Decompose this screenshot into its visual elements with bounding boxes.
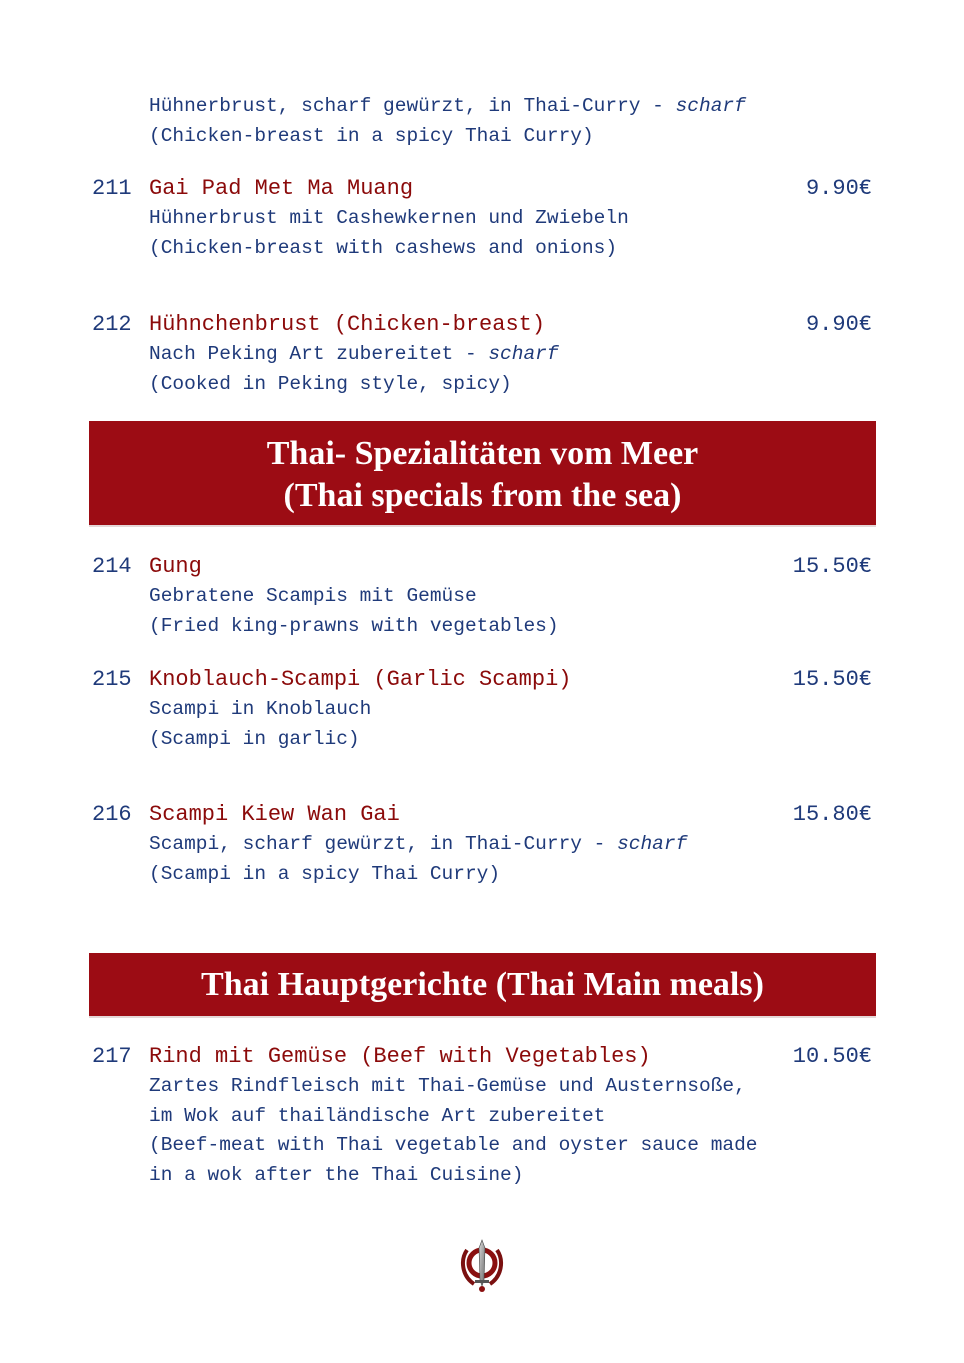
item-name: Hühnchenbrust (Chicken-breast) <box>149 312 546 337</box>
item-number: 214 <box>92 554 132 579</box>
item-name: Knoblauch-Scampi (Garlic Scampi) <box>149 667 572 692</box>
item-price: 15.80€ <box>792 802 872 827</box>
item-name: Gung <box>149 554 202 579</box>
item-name: Scampi Kiew Wan Gai <box>149 802 400 827</box>
item-description-de: Scampi in Knoblauch <box>149 698 372 720</box>
intro-description <box>0 92 964 151</box>
spicy-label: scharf <box>617 833 688 855</box>
item-description-en: (Fried king-prawns with vegetables) <box>149 614 559 637</box>
item-price: 10.50€ <box>792 1044 872 1069</box>
spicy-label: scharf <box>675 95 746 117</box>
item-name: Rind mit Gemüse (Beef with Vegetables) <box>149 1044 651 1069</box>
item-price: 15.50€ <box>792 667 872 692</box>
menu-item-214 <box>0 552 964 641</box>
item-description-en-2: in a wok after the Thai Cuisine) <box>149 1163 524 1186</box>
menu-item-215 <box>0 665 964 754</box>
section-banner-sea <box>89 421 876 527</box>
item-number: 211 <box>92 176 132 201</box>
item-price: 15.50€ <box>792 554 872 579</box>
intro-en: (Chicken-breast in a spicy Thai Curry) <box>149 124 594 147</box>
item-description-en: (Scampi in garlic) <box>149 727 360 750</box>
menu-item-211 <box>0 174 964 263</box>
item-description-en: (Cooked in Peking style, spicy) <box>149 372 512 395</box>
intro-de: Hühnerbrust, scharf gewürzt, in Thai-Curry - <box>149 95 676 117</box>
section-banner-main <box>89 953 876 1018</box>
item-number: 216 <box>92 802 132 827</box>
spicy-label: scharf <box>488 343 559 365</box>
section-title: Thai Hauptgerichte (Thai Main meals) <box>201 966 764 1003</box>
item-price: 9.90€ <box>805 312 872 337</box>
menu-item-217 <box>0 1042 964 1190</box>
item-description-en: (Chicken-breast with cashews and onions) <box>149 236 618 259</box>
item-description-en: (Scampi in a spicy Thai Curry) <box>149 862 501 885</box>
item-description-de: Nach Peking Art zubereitet - <box>149 343 489 365</box>
item-description-de: Scampi, scharf gewürzt, in Thai-Curry - <box>149 833 618 855</box>
item-number: 217 <box>92 1044 132 1069</box>
item-description-de-1: Zartes Rindfleisch mit Thai-Gemüse und Austernsoße, <box>149 1075 746 1097</box>
item-description-de: Hühnerbrust mit Cashewkernen und Zwiebeln <box>149 207 629 229</box>
section-title-en: (Thai specials from the sea) <box>283 477 682 514</box>
item-description-de-2: im Wok auf thailändische Art zubereitet <box>149 1104 606 1127</box>
menu-item-212 <box>0 310 964 399</box>
khanda-emblem-icon <box>458 1236 506 1294</box>
item-number: 212 <box>92 312 132 337</box>
section-title-de: Thai- Spezialitäten vom Meer <box>266 435 699 472</box>
item-number: 215 <box>92 667 132 692</box>
item-description-en-1: (Beef-meat with Thai vegetable and oyster sauce made <box>149 1134 758 1156</box>
item-price: 9.90€ <box>805 176 872 201</box>
item-description-de: Gebratene Scampis mit Gemüse <box>149 585 477 607</box>
item-name: Gai Pad Met Ma Muang <box>149 176 414 201</box>
menu-item-216 <box>0 800 964 889</box>
